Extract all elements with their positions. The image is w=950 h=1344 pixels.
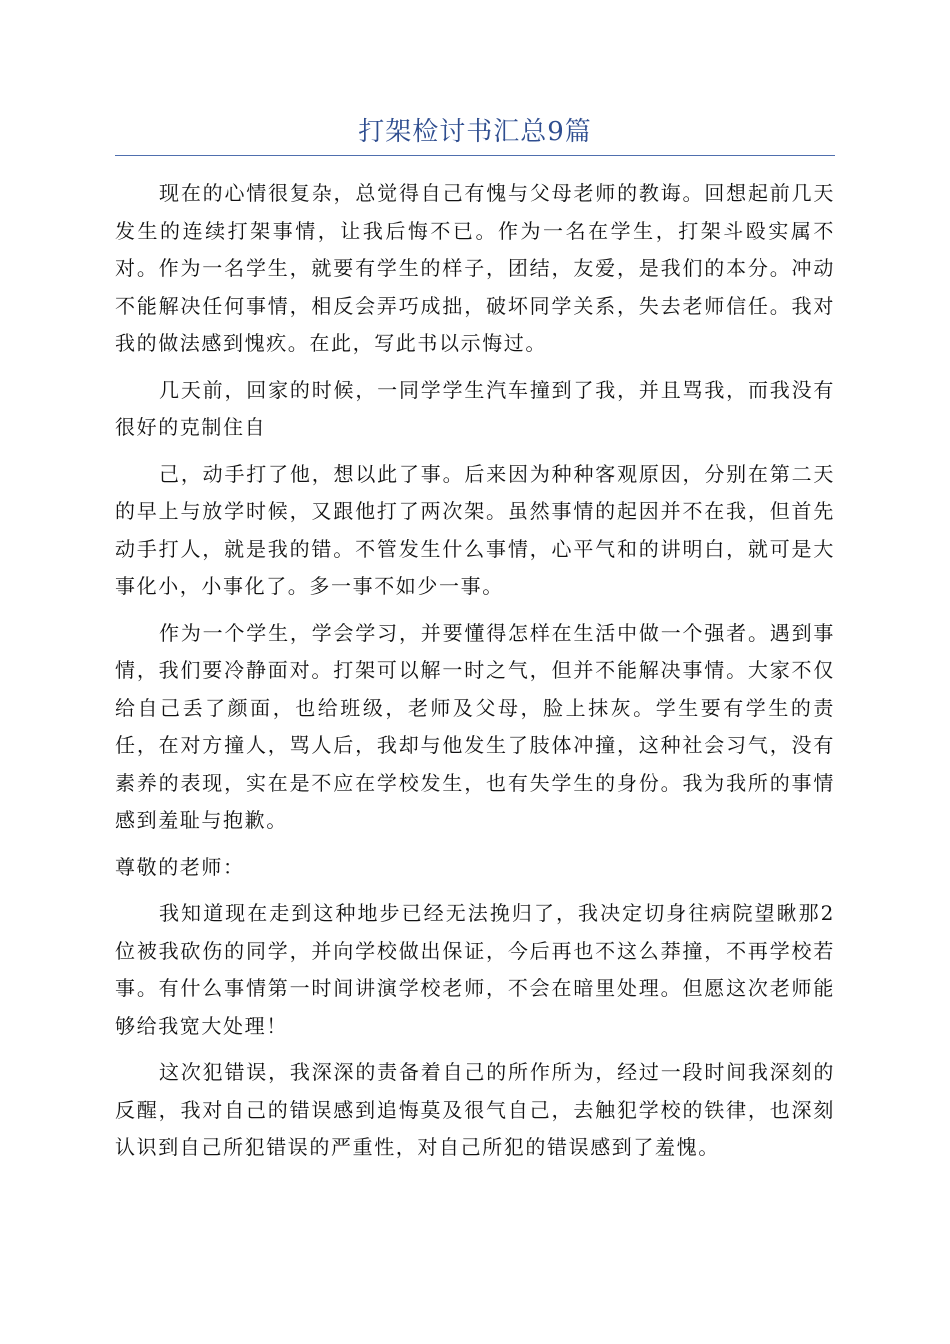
- salutation: 尊敬的老师：: [115, 854, 245, 879]
- paragraph-6: 这次犯错误，我深深的责备着自己的所作所为，经过一段时间我深刻的反醒，我对自己的错误感到追悔莫及很气自己，去触犯学校的铁律，也深刻认识到自己所犯错误的严重性，对自己所犯的错误感到了羞愧。: [115, 1060, 835, 1159]
- document-title: 打架检讨书汇总9篇: [358, 117, 592, 147]
- paragraph-3: 己，动手打了他，想以此了事。后来因为种种客观原因，分别在第二天的早上与放学时候，又跟他打了两次架。虽然事情的起因并不在我，但首先动手打人，就是我的错。不管发生什么事情，心平气和的讲明白，就可是大事化小，小事化了。多一事不如少一事。: [115, 461, 835, 598]
- title-underline: [115, 155, 835, 156]
- paragraph-5: 我知道现在走到这种地步已经无法挽归了，我决定切身往病院望瞅那2位被我砍伤的同学，并向学校做出保证，今后再也不这么莽撞，不再学校若事。有什么事情第一时间讲演学校老师，不会在暗里处理。但愿这次老师能够给我宽大处理！: [115, 901, 835, 1038]
- paragraph-1: 现在的心情很复杂，总觉得自己有愧与父母老师的教诲。回想起前几天发生的连续打架事情，让我后悔不已。作为一名在学生，打架斗殴实属不对。作为一名学生，就要有学生的样子，团结，友爱，是我们的本分。冲动不能解决任何事情，相反会弄巧成拙，破坏同学关系，失去老师信任。我对我的做法感到愧疚。在此，写此书以示悔过。: [115, 181, 835, 355]
- document-body: [115, 175, 835, 1176]
- paragraph-2: 几天前，回家的时候，一同学学生汽车撞到了我，并且骂我，而我没有很好的克制住自: [115, 377, 835, 439]
- paragraph-4: 作为一个学生，学会学习，并要懂得怎样在生活中做一个强者。遇到事情，我们要冷静面对。打架可以解一时之气，但并不能解决事情。大家不仅给自己丢了颜面，也给班级，老师及父母，脸上抹灰。学生要有学生的责任，在对方撞人，骂人后，我却与他发生了肢体冲撞，这种社会习气，没有素养的表现，实在是不应在学校发生，也有失学生的身份。我为我所的事情感到羞耻与抱歉。: [115, 620, 835, 832]
